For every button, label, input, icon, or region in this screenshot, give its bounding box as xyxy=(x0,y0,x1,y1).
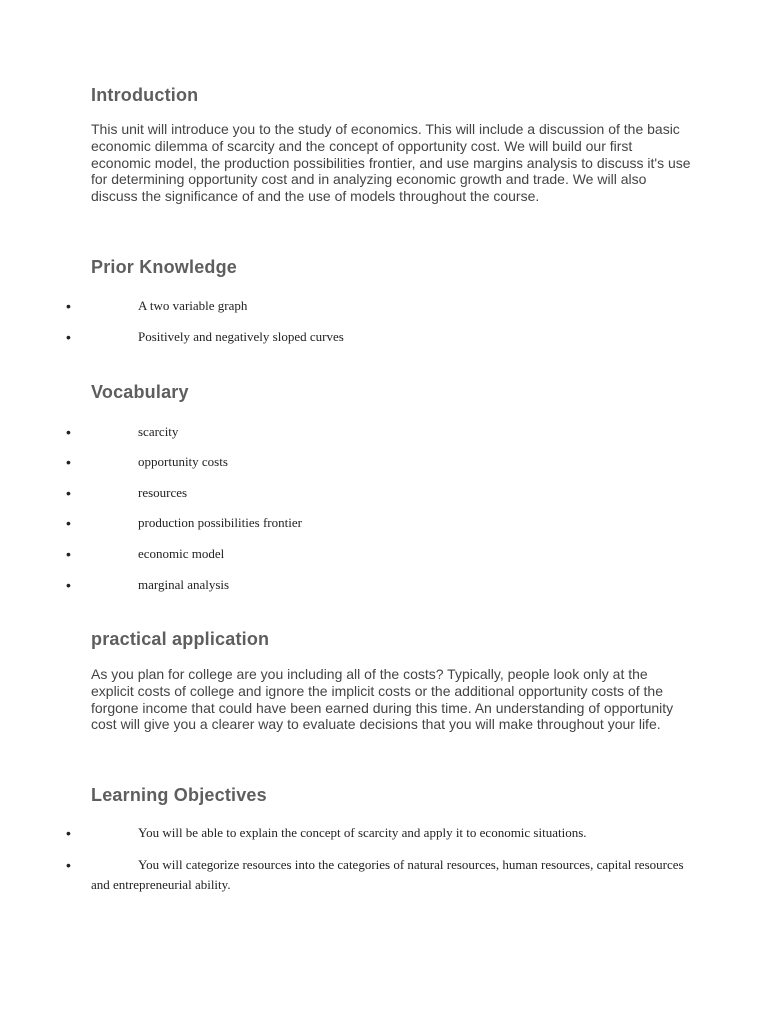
introduction-heading: Introduction xyxy=(91,85,199,105)
bullet-icon: • xyxy=(66,298,71,314)
bullet-icon: • xyxy=(66,577,71,593)
introduction-paragraph: This unit will introduce you to the study of economics. This will include a discussion of the basic economic dilemma of scarcity and the concept of opportunity cost. We will build our first economic model, the production possibilities frontier, and use margins analysis to discuss it's use for determining opportunity cost and in analyzing economic growth and trade. We will also discuss the significance of and the use of models throughout the course. xyxy=(91,121,691,205)
bullet-icon: • xyxy=(66,825,71,841)
bullet-icon: • xyxy=(66,485,71,501)
list-item: You will be able to explain the concept of scarcity and apply it to economic situations. xyxy=(138,825,587,840)
bullet-icon: • xyxy=(66,857,71,873)
list-item: A two variable graph xyxy=(138,298,248,313)
list-item: resources xyxy=(138,485,188,500)
bullet-icon: • xyxy=(66,546,71,562)
list-item: marginal analysis xyxy=(138,577,230,592)
practical-application-heading: practical application xyxy=(91,629,270,649)
bullet-icon: • xyxy=(66,329,71,345)
list-item: Positively and negatively sloped curves xyxy=(138,329,344,344)
list-item: opportunity costs xyxy=(138,454,228,469)
list-item: economic model xyxy=(138,546,225,561)
bullet-icon: • xyxy=(66,515,71,531)
list-item: You will categorize resources into the categories of natural resources, human resources, capital resources and entrepreneurial ability. xyxy=(91,857,684,892)
learning-objectives-heading: Learning Objectives xyxy=(91,785,267,805)
bullet-icon: • xyxy=(66,424,71,440)
practical-application-paragraph: As you plan for college are you including all of the costs? Typically, people look only at the explicit costs of college and ignore the implicit costs or the additional opportunity costs of the forgone income that could have been earned during this time. An understanding of opportunity cost will give you a clearer way to evaluate decisions that you will make throughout your life. xyxy=(91,666,674,733)
bullet-icon: • xyxy=(66,454,71,470)
prior-knowledge-heading: Prior Knowledge xyxy=(91,257,238,277)
list-item: production possibilities frontier xyxy=(138,515,302,530)
list-item: scarcity xyxy=(138,424,179,439)
vocabulary-heading: Vocabulary xyxy=(91,382,189,402)
